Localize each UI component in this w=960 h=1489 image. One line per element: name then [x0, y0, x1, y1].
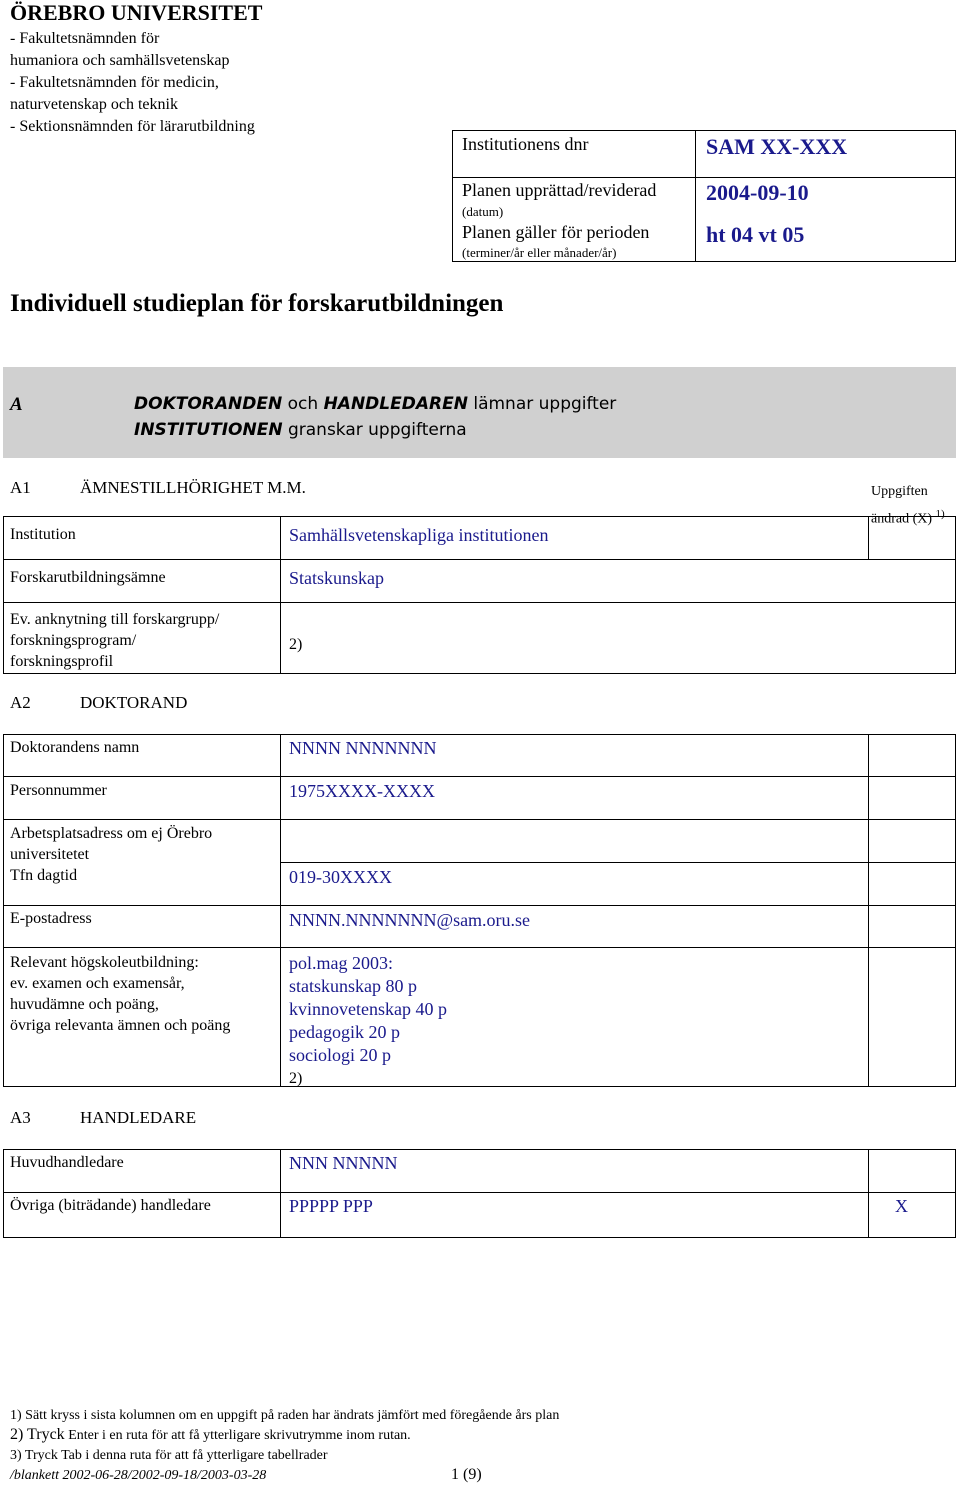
label-institution: Institution — [10, 526, 76, 543]
action-text: granskar uppgifterna — [282, 420, 467, 440]
page-number: 1 (9) — [451, 1466, 482, 1483]
label-email: E-postadress — [10, 910, 92, 927]
faculty-line: humaniora och samhällsvetenskap — [10, 52, 230, 69]
value-line: kvinnovetenskap 40 p — [289, 999, 447, 1019]
value-line: pol.mag 2003: — [289, 953, 393, 973]
label-line: forskningsprogram/ — [10, 632, 137, 649]
row-divider — [3, 947, 956, 948]
value-institution: Samhällsvetenskapliga institutionen — [289, 525, 549, 545]
period-value: ht 04 vt 05 — [706, 222, 805, 247]
a2-title: DOKTORAND — [80, 693, 188, 712]
plan-date-value: 2004-09-10 — [706, 180, 809, 205]
value-phone[interactable]: 019-30XXXX — [289, 867, 392, 887]
label-line: ev. examen och examensår, — [10, 975, 185, 992]
value-line: pedagogik 20 p — [289, 1022, 400, 1042]
label-line: forskningsprofil — [10, 653, 114, 670]
label-phone: Tfn dagtid — [10, 867, 78, 884]
footnote-ref: 1) — [935, 508, 945, 520]
document-title: Individuell studieplan för forskarutbildningen — [10, 290, 504, 317]
value-subject: Statskunskap — [289, 568, 385, 588]
faculty-line: - Fakultetsnämnden för — [10, 30, 160, 47]
period-label: Planen gäller för perioden — [462, 222, 650, 242]
value-personal-number[interactable]: 1975XXXX-XXXX — [289, 781, 435, 801]
label-line: övriga relevanta ämnen och poäng — [10, 1017, 231, 1034]
dnr-label: Institutionens dnr — [462, 134, 589, 154]
value-line: statskunskap 80 p — [289, 976, 417, 996]
a3-code: A3 — [10, 1108, 31, 1127]
value-research-group: 2) — [289, 636, 303, 653]
label-line: Ev. anknytning till forskargrupp/ — [10, 611, 220, 628]
section-a-line-2 — [134, 420, 467, 440]
value-co-supervisor[interactable]: PPPPP PPP — [289, 1196, 373, 1216]
row-divider — [3, 1192, 956, 1193]
form-id: /blankett 2002-06-28/2002-09-18/2003-03-28 — [10, 1468, 267, 1483]
faculty-line: - Sektionsnämnden för lärarutbildning — [10, 118, 255, 135]
conjunction: och — [282, 394, 324, 414]
label-research-group — [10, 609, 219, 672]
label-line: Relevant högskoleutbildning: — [10, 954, 199, 971]
label-line: Arbetsplatsadress om ej Örebro — [10, 825, 213, 842]
role-institutionen: INSTITUTIONEN — [134, 420, 283, 440]
role-doktoranden: DOKTORANDEN — [134, 394, 283, 414]
row-divider — [3, 776, 956, 777]
plan-date-label: Planen upprättad/reviderad — [462, 180, 657, 200]
footnote-2-rest: Enter i en ruta för att få ytterligare skrivutrymme inom rutan. — [64, 1428, 411, 1443]
plan-date-sub: (datum) — [462, 204, 504, 219]
row-divider — [280, 862, 956, 863]
label-co-supervisor: Övriga (biträdande) handledare — [10, 1197, 211, 1214]
a1-research-group-field[interactable] — [280, 602, 956, 674]
changed-header-l1: Uppgiften — [871, 484, 928, 499]
footnote-2 — [10, 1426, 411, 1444]
role-handledaren: HANDLEDAREN — [323, 394, 468, 414]
label-line: universitetet — [10, 846, 90, 863]
action-text: lämnar uppgifter — [467, 394, 617, 414]
a2-code: A2 — [10, 693, 31, 712]
label-student-name: Doktorandens namn — [10, 739, 140, 756]
row-divider — [3, 819, 956, 820]
footnote-1: 1) Sätt kryss i sista kolumnen om en uppgift på raden har ändrats jämfört med föregående års plan — [10, 1408, 560, 1423]
plan-meta-box — [452, 130, 956, 262]
faculty-line: - Fakultetsnämnden för medicin, — [10, 74, 219, 91]
university-name: ÖREBRO UNIVERSITET — [10, 0, 263, 25]
dnr-label-cell — [452, 130, 696, 178]
period-sub: (terminer/år eller månader/år) — [462, 245, 617, 260]
changed-mark-co-supervisor[interactable]: X — [895, 1196, 908, 1216]
changed-header-l2: ändrad (X) — [871, 511, 933, 527]
label-personal-number: Personnummer — [10, 782, 107, 799]
plan-dates-value-cell[interactable] — [695, 177, 956, 262]
faculty-list — [10, 28, 255, 138]
value-main-supervisor[interactable]: NNN NNNNN — [289, 1153, 398, 1173]
a1-code: A1 — [10, 478, 31, 497]
plan-dates-label-cell — [452, 177, 696, 262]
dnr-value: SAM XX-XXX — [706, 134, 848, 159]
value-email[interactable]: NNNN.NNNNNNN@sam.oru.se — [289, 910, 531, 930]
faculty-line: naturvetenskap och teknik — [10, 96, 178, 113]
label-main-supervisor: Huvudhandledare — [10, 1154, 124, 1171]
a1-title: ÄMNESTILLHÖRIGHET M.M. — [80, 478, 306, 497]
label-line: huvudämne och poäng, — [10, 996, 159, 1013]
label-education — [10, 952, 230, 1036]
section-a-line-1 — [134, 394, 616, 414]
row-divider — [3, 905, 956, 906]
a2-changed-column — [868, 734, 956, 1087]
label-subject: Forskarutbildningsämne — [10, 569, 166, 586]
a3-title: HANDLEDARE — [80, 1108, 197, 1127]
value-line: sociologi 20 p — [289, 1045, 391, 1065]
label-work-address — [10, 823, 212, 865]
value-student-name[interactable]: NNNN NNNNNNN — [289, 738, 437, 758]
section-a-letter: A — [10, 394, 23, 415]
footnote-2-lead: 2) Tryck — [10, 1426, 65, 1443]
value-line: 2) — [289, 1070, 303, 1087]
a3-changed-column — [868, 1149, 956, 1238]
dnr-value-cell[interactable] — [695, 130, 956, 178]
value-education[interactable] — [289, 952, 447, 1090]
footnote-3: 3) Tryck Tab i denna ruta för att få ytterligare tabellrader — [10, 1448, 328, 1463]
a1-changed-mark[interactable] — [868, 516, 956, 560]
